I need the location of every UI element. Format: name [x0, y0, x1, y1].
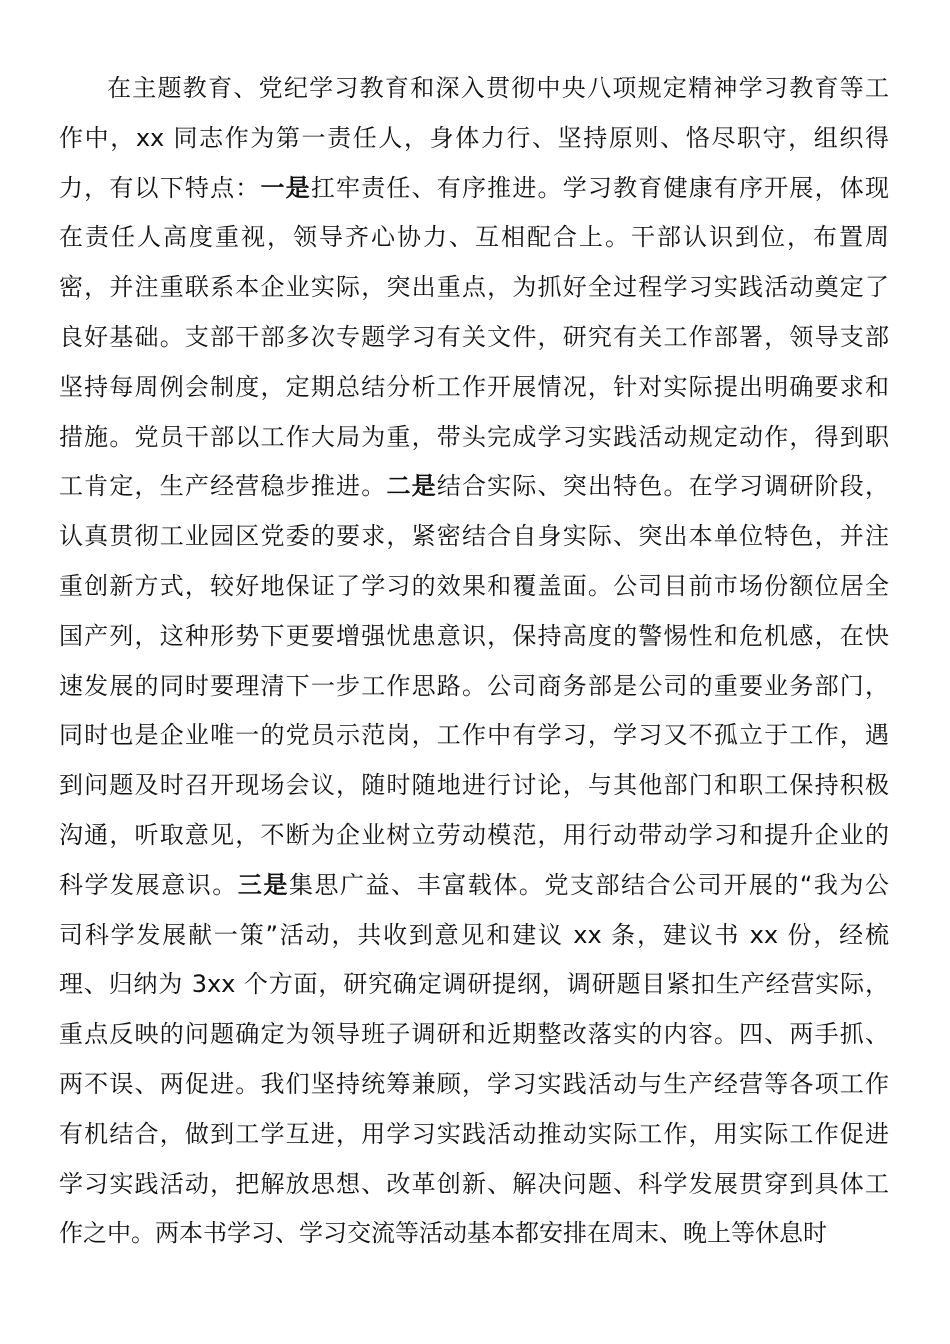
text-run: 结合实际、突出特色。在学习调研阶段， [436, 472, 889, 501]
text-line: 重点反映的问题确定为领导班子调研和近期整改落实的内容。四、两手抓、 [59, 1020, 889, 1049]
text-line: 认真贯彻工业园区党委的要求，紧密结合自身实际、突出本单位特色，并注 [59, 522, 889, 551]
text-line [59, 164, 889, 214]
text-line [59, 462, 889, 512]
text-line: 作之中。两本书学习、学习交流等活动基本都安排在周末、晚上等休息时 [59, 1219, 827, 1248]
text-line: 理、归纳为 3xx 个方面，研究确定调研提纲，调研题目紧扣生产经营实际， [59, 970, 889, 999]
text-line: 有机结合，做到工学互进，用学习实践活动推动实际工作，用实际工作促进 [59, 1119, 889, 1148]
text-line [59, 861, 889, 911]
text-line: 两不误、两促进。我们坚持统筹兼顾，学习实践活动与生产经营等各项工作 [59, 1069, 889, 1098]
text-run: 集思广益、丰富载体。党支部结合公司开展的“我为公 [288, 870, 889, 899]
emphasis-label: 二是 [386, 472, 437, 501]
text-line: 密，并注重联系本企业实际，突出重点，为抓好全过程学习实践活动奠定了 [59, 273, 889, 302]
text-line: 坚持每周例会制度，定期总结分析工作开展情况，针对实际提出明确要求和 [59, 372, 889, 401]
text-line: 沟通，听取意见，不断为企业树立劳动模范，用行动带动学习和提升企业的 [59, 820, 889, 849]
text-line: 重创新方式，较好地保证了学习的效果和覆盖面。公司目前市场份额位居全 [59, 571, 889, 600]
text-line: 措施。党员干部以工作大局为重，带头完成学习实践活动规定动作，得到职 [59, 422, 889, 451]
text-line: 国产列，这种形势下更要增强忧患意识，保持高度的警惕性和危机感，在快 [59, 621, 889, 650]
text-line: 司科学发展献一策”活动，共收到意见和建议 xx 条，建议书 xx 份，经梳 [59, 920, 889, 949]
emphasis-label: 三是 [237, 870, 289, 899]
text-line: 同时也是企业唯一的党员示范岗，工作中有学习，学习又不孤立于工作，遇 [59, 721, 889, 750]
text-run: 力，有以下特点： [59, 173, 261, 202]
emphasis-label: 一是 [260, 173, 311, 202]
text-line: 速发展的同时要理清下一步工作思路。公司商务部是公司的重要业务部门， [59, 671, 889, 700]
text-line: 良好基础。支部干部多次专题学习有关文件，研究有关工作部署，领导支部 [59, 322, 889, 351]
text-run: 工肯定，生产经营稳步推进。 [59, 472, 387, 501]
text-run: 科学发展意识。 [59, 870, 238, 899]
text-line: 在主题教育、党纪学习教育和深入贯彻中央八项规定精神学习教育等工 [107, 74, 889, 102]
text-run: 扛牢责任、有序推进。学习教育健康有序开展，体现 [310, 173, 889, 202]
body-paragraph [59, 64, 889, 1259]
text-line: 在责任人高度重视，领导齐心协力、互相配合上。干部认识到位，布置周 [59, 223, 889, 252]
text-line: 作中，xx 同志作为第一责任人，身体力行、坚持原则、恪尽职守，组织得 [59, 123, 889, 152]
text-line: 到问题及时召开现场会议，随时随地进行讨论，与其他部门和职工保持积极 [59, 771, 889, 800]
text-line: 学习实践活动，把解放思想、改革创新、解决问题、科学发展贯穿到具体工 [59, 1169, 889, 1198]
